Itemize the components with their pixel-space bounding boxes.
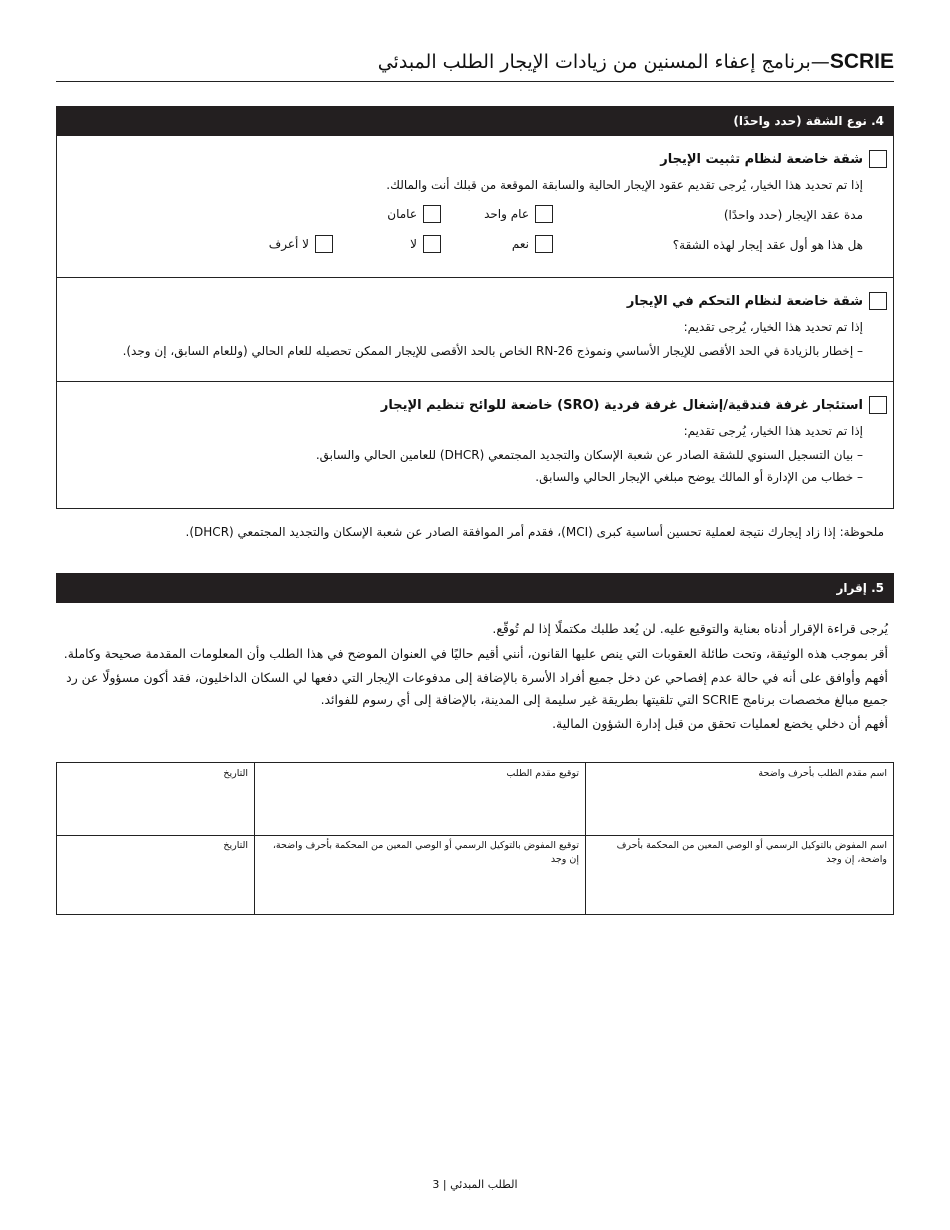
applicant-signature-field[interactable]: [254, 763, 585, 835]
section-5-header: [56, 573, 894, 603]
declaration-para-3: أفهم وأوافق على أنه في حالة عدم إفصاحي عن دخل جميع أفراد الأسرة بالإضافة إلى مدفوعات الإيجار التي دفعها لي السكان الداخليون، فقد أكون مسؤولًا عن رد جميع مبالغ مخصصات برنامج SCRIE التي تلقيتها بطريقة غير سليمة إلى المدينة، بالإضافة إلى أي رسوم للفوائد.: [66, 670, 888, 707]
lease-term-1year-checkbox[interactable]: [535, 205, 553, 223]
option-sro-header: [381, 396, 887, 414]
apartment-type-option-controlled: [56, 277, 894, 382]
section-4-title: 4. نوع الشقة (حدد واحدًا): [733, 114, 884, 128]
first-lease-no-checkbox[interactable]: [423, 235, 441, 253]
first-lease-yes-checkbox[interactable]: [535, 235, 553, 253]
page-header: [56, 46, 894, 82]
option-stabilized-desc: إذا تم تحديد هذا الخيار، يُرجى تقديم عقود الإيجار الحالية والسابقة الموقعة من قبلك أنت والمالك.: [386, 178, 863, 192]
date-field-1[interactable]: [57, 763, 254, 835]
poa-signature-label: توقيع المفوض بالتوكيل الرسمي أو الوصي المعين من المحكمة بأحرف واضحة، إن وجد: [272, 840, 579, 865]
option-sro-desc: إذا تم تحديد هذا الخيار، يُرجى تقديم:: [683, 424, 863, 438]
sro-checkbox[interactable]: [869, 396, 887, 414]
option-controlled-item: – إخطار بالزيادة في الحد الأقصى للإيجار الأساسي ونموذج RN-26 الخاص بالحد الأقصى للإيجار الممكن تحصيله للعام الحالي (وللعام السابق، إن وجد).: [122, 344, 863, 358]
option-sro-item-1: – بيان التسجيل السنوي للشقة الصادر عن شعبة الإسكان والتجديد المجتمعي (DHCR) للعامين الحالي والسابق.: [315, 448, 863, 462]
applicant-name-label: اسم مقدم الطلب بأحرف واضحة: [758, 768, 887, 779]
first-lease-yes[interactable]: [512, 235, 553, 253]
apartment-type-option-stabilized: [56, 136, 894, 278]
declaration-para-4: أفهم أن دخلي يخضع لعمليات تحقق من قبل إدارة الشؤون المالية.: [552, 716, 888, 731]
first-lease-unknown[interactable]: [269, 235, 333, 253]
brand-name: SCRIE: [829, 50, 894, 73]
option-stabilized-label: شقة خاضعة لنظام تثبيت الإيجار: [660, 151, 863, 167]
first-lease-no[interactable]: [410, 235, 441, 253]
applicant-signature-label: توقيع مقدم الطلب: [506, 768, 579, 779]
date-label-2: التاريخ: [223, 840, 248, 851]
option-controlled-header: [627, 292, 887, 310]
lease-term-1year-label: عام واحد: [484, 207, 529, 221]
first-lease-label: هل هذا هو أول عقد إيجار لهذه الشقة؟: [672, 238, 863, 252]
poa-name-label: اسم المفوض بالتوكيل الرسمي أو الوصي المعين من المحكمة بأحرف واضحة، إن وجد: [616, 840, 887, 865]
title-text: —برنامج إعفاء المسنين من زيادات الإيجار الطلب المبدئي: [377, 51, 830, 73]
lease-term-2year[interactable]: [387, 205, 441, 223]
footer-separator: |: [439, 1178, 447, 1191]
option-controlled-label: شقة خاضعة لنظام التحكم في الإيجار: [626, 293, 863, 309]
rent-stabilized-checkbox[interactable]: [869, 150, 887, 168]
option-controlled-desc: إذا تم تحديد هذا الخيار، يُرجى تقديم:: [683, 320, 863, 334]
lease-term-1year[interactable]: [484, 205, 553, 223]
poa-signature-field[interactable]: [254, 835, 585, 915]
page-title: [56, 46, 894, 78]
section-5-title: 5. إقرار: [836, 581, 884, 595]
first-lease-no-label: لا: [410, 237, 417, 251]
lease-term-2year-label: عامان: [387, 207, 417, 221]
option-sro-label: استئجار غرفة فندقية/إشغال غرفة فردية (SRO) خاضعة للوائح تنظيم الإيجار: [380, 397, 863, 413]
applicant-name-field[interactable]: [585, 763, 893, 835]
section-4-header: [56, 106, 894, 136]
lease-term-2year-checkbox[interactable]: [423, 205, 441, 223]
rent-controlled-checkbox[interactable]: [869, 292, 887, 310]
option-stabilized-header: [660, 150, 887, 168]
footer-label: الطلب المبدئي: [450, 1178, 518, 1191]
declaration-para-2: أقر بموجب هذه الوثيقة، وتحت طائلة العقوبات التي ينص عليها القانون، أنني أقيم حاليًا في العنوان الموضح في هذا الطلب وأن المعلومات المقدمة صحيحة وكاملة.: [63, 646, 888, 661]
poa-name-field[interactable]: [585, 835, 893, 915]
first-lease-unknown-checkbox[interactable]: [315, 235, 333, 253]
first-lease-yes-label: نعم: [511, 237, 529, 251]
signature-table: [56, 762, 894, 915]
page-footer: [0, 1178, 950, 1191]
footer-page-number: 3: [432, 1178, 440, 1191]
date-field-2[interactable]: [57, 835, 254, 915]
first-lease-unknown-label: لا أعرف: [268, 237, 309, 251]
mci-note: ملحوظة: إذا زاد إيجارك نتيجة لعملية تحسين أساسية كبرى (MCI)، فقدم أمر الموافقة الصادر عن شعبة الإسكان والتجديد المجتمعي (DHCR).: [185, 525, 884, 539]
date-label-1: التاريخ: [223, 768, 248, 779]
apartment-type-option-sro: [56, 381, 894, 509]
option-sro-item-2: – خطاب من الإدارة أو المالك يوضح مبلغي الإيجار الحالي والسابق.: [535, 470, 863, 484]
lease-term-label: مدة عقد الإيجار (حدد واحدًا): [723, 208, 863, 222]
declaration-para-1: يُرجى قراءة الإقرار أدناه بعناية والتوقيع عليه. لن يُعد طلبك مكتملًا إذا لم تُوقّع.: [492, 621, 888, 636]
